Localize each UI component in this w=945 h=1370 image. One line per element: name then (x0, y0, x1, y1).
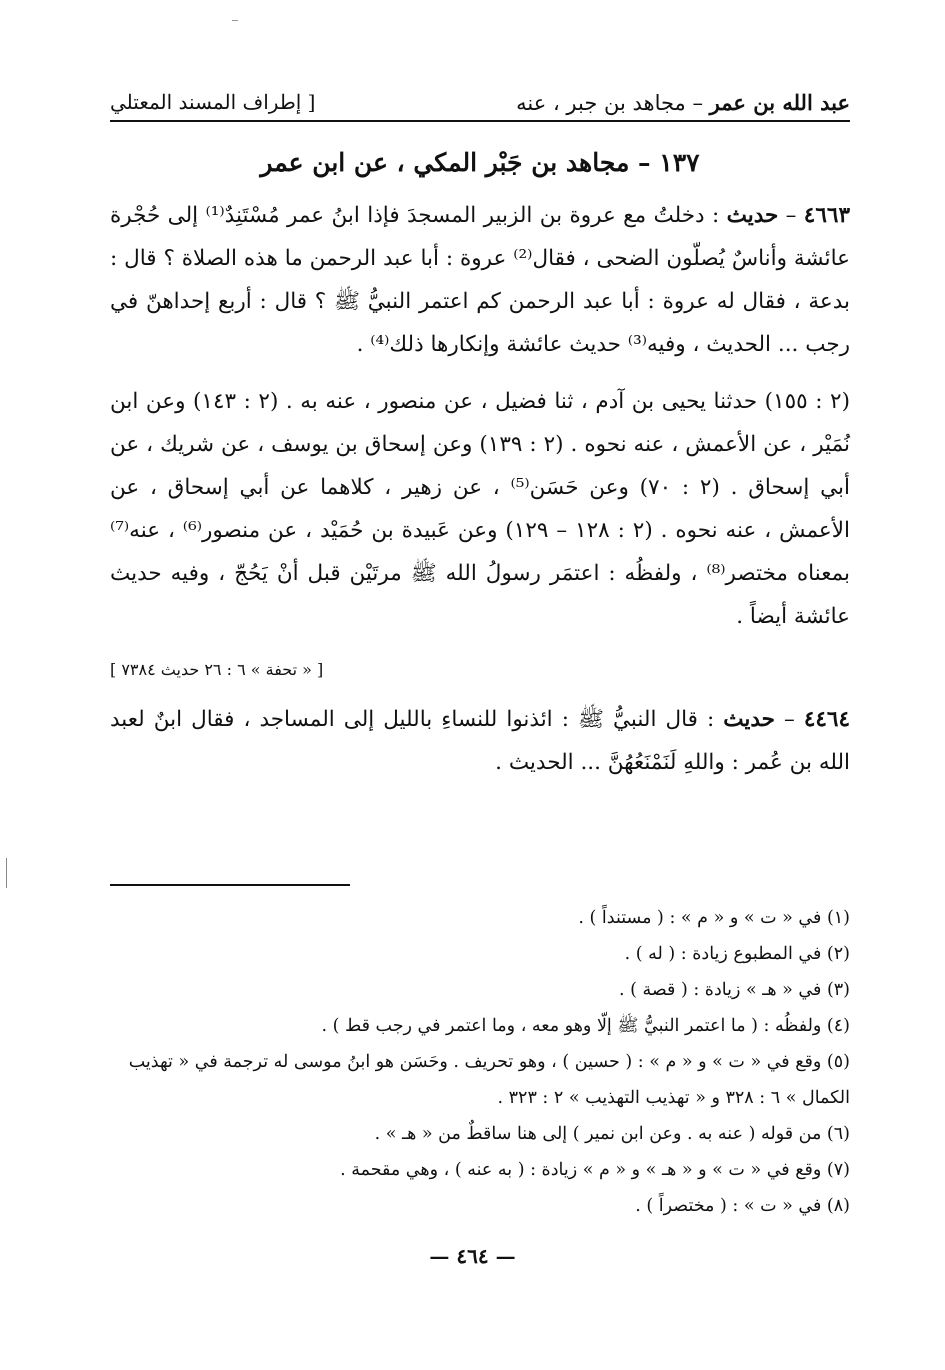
hadith-text: : قال النبيُّ ﷺ : ائذنوا للنساءِ بالليل إلى المساجد ، فقال ابنٌ لعبد الله بن عُمر : واللهِ لَنَمْنَعُهُنَّ ... الحديث . (110, 707, 850, 775)
chapter-title: ١٣٧ – مجاهد بن جَبْر المكي ، عن ابن عمر (260, 148, 700, 177)
scan-mark (232, 20, 238, 21)
hadith-4464: ٤٤٦٤ – حديث : قال النبيُّ ﷺ : ائذنوا للنساءِ بالليل إلى المساجد ، فقال ابنٌ لعبد الله بن عُمر : واللهِ لَنَمْنَعُهُنَّ ... الحديث . (110, 707, 851, 775)
header-chain: – مجاهد بن جبر ، عنه (516, 91, 710, 115)
page-body (110, 86, 850, 784)
header-book-title: [ إطراف المسند المعتلي (110, 90, 316, 114)
hadith-text: : دخلتُ مع عروة بن الزبير المسجدَ فإذا ابنُ عمر مُسْتَنِدٌ⁽¹⁾ إلى حُجْرة عائشة وأناسٌ يُصلّون الضحى ، فقال⁽²⁾ عروة : أبا عبد الرحمن ما هذه الصلاة ؟ قال : بدعة ، فقال له عروة : أبا عبد الرحمن كم اعتمر النبيُّ ﷺ ؟ قال : أربع إحداهنّ في رجب ... الحديث ، وفيه⁽³⁾ حديث عائشة وإنكارها ذلك⁽⁴⁾ . (110, 203, 850, 357)
running-header (110, 86, 850, 122)
hadith-number: ٤٦٦٣ (803, 203, 850, 228)
footnotes (110, 900, 850, 1224)
hadith-number: ٤٤٦٤ (803, 707, 851, 732)
tuhfa-reference: [ « تحفة » ٦ : ٢٦ حديث ٧٣٨٤ ] (110, 660, 324, 679)
footnote-4: (٤) ولفظُه : ( ما اعتمر النبيُّ ﷺ إلّا وهو معه ، وما اعتمر في رجب قط ) . (321, 1016, 850, 1036)
footnote-separator (110, 884, 350, 886)
header-right (516, 90, 850, 115)
hadith-4663: ٤٦٦٣ – حديث : دخلتُ مع عروة بن الزبير المسجدَ فإذا ابنُ عمر مُسْتَنِدٌ⁽¹⁾ إلى حُجْرة عائشة وأناسٌ يُصلّون الضحى ، فقال⁽²⁾ عروة : أبا عبد الرحمن ما هذه الصلاة ؟ قال : بدعة ، فقال له عروة : أبا عبد الرحمن كم اعتمر النبيُّ ﷺ ؟ قال : أربع إحداهنّ في رجب ... الحديث ، وفيه⁽³⁾ حديث عائشة وإنكارها ذلك⁽⁴⁾ . (110, 203, 850, 357)
footnote-2: (٢) في المطبوع زيادة : ( له ) . (624, 944, 850, 964)
footnote-7: (٧) وقع في « ت » و « هـ » و « م » زيادة : ( به عنه ) ، وهي مقحمة . (340, 1160, 850, 1180)
footnote-8: (٨) في « ت » : ( مختصراً ) . (635, 1196, 850, 1216)
page-number: — ٤٦٤ — (429, 1244, 516, 1268)
footnote-6: (٦) من قوله ( عنه به . وعن ابن نمير ) إلى هنا ساقطٌ من « هـ » . (374, 1124, 850, 1144)
isnad-paragraph: (٢ : ١٥٥) حدثنا يحيى بن آدم ، ثنا فضيل ، عن منصور ، عنه به . (٢ : ١٤٣) وعن ابن نُمَيْر ، عن الأعمش ، عنه نحوه . (٢ : ١٣٩) وعن إسحاق بن يوسف ، عن شريك ، عن أبي إسحاق . (٢ : ٧٠) وعن حَسَن⁽⁵⁾ ، عن زهير ، كلاهما عن أبي إسحاق ، عن الأعمش ، عنه نحوه . (٢ : ١٢٨ – ١٢٩) وعن عَبيدة بن حُمَيْد ، عن منصور⁽⁶⁾ ، عنه⁽⁷⁾ بمعناه مختصر⁽⁸⁾ ، ولفظُه : اعتمَر رسولُ الله ﷺ مرتَيْن قبل أنْ يَحُجّ ، وفيه حديث عائشة أيضاً . (110, 389, 850, 629)
tuhfa-reference-row (110, 648, 850, 692)
header-author: عبد الله بن عمر (709, 90, 850, 115)
footnote-3: (٣) في « هـ » زيادة : ( قصة ) . (618, 980, 850, 1000)
hadith-label: حديث (723, 707, 775, 732)
margin-mark (6, 858, 8, 888)
footnote-5: (٥) وقع في « ت » و « م » : ( حسين ) ، وهو تحريف . وحَسَن هو ابنُ موسى له ترجمة في « تهذيب الكمال » ٦ : ٣٢٨ و « تهذيب التهذيب » ٢ : ٣٢٣ . (128, 1052, 850, 1108)
footnote-1: (١) في « ت » و « م » : ( مستنداً ) . (578, 908, 850, 928)
hadith-label: حديث (726, 203, 779, 228)
